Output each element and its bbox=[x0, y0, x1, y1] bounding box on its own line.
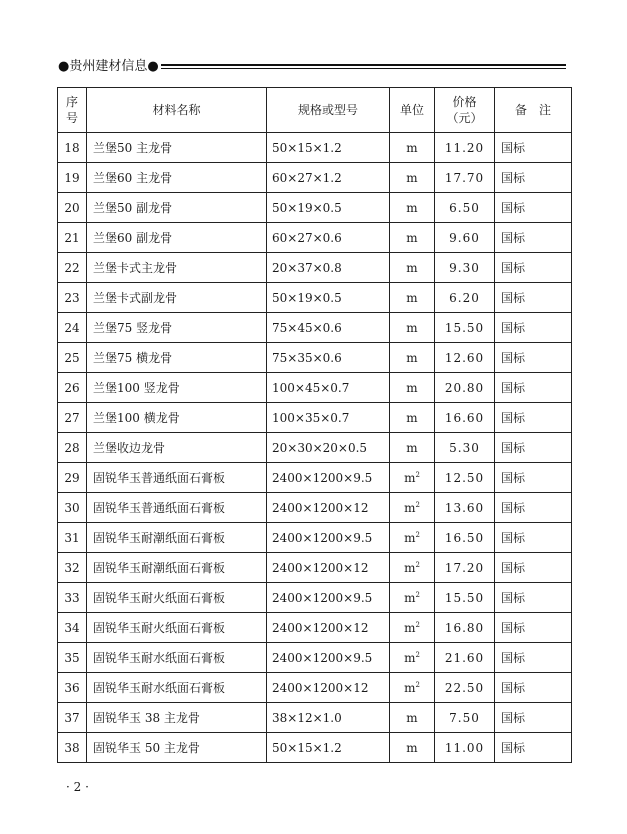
material-name: 固锐华玉耐火纸面石膏板 bbox=[87, 613, 267, 643]
row-number: 27 bbox=[58, 403, 87, 433]
price-table bbox=[57, 87, 572, 763]
row-number: 25 bbox=[58, 343, 87, 373]
header-no-line2: 号 bbox=[65, 111, 78, 125]
row-number: 35 bbox=[58, 643, 87, 673]
note: 国标 bbox=[495, 373, 572, 403]
note: 国标 bbox=[495, 733, 572, 763]
unit bbox=[390, 553, 435, 583]
material-name: 兰堡50 副龙骨 bbox=[87, 193, 267, 223]
note: 国标 bbox=[495, 343, 572, 373]
specification: 2400×1200×9.5 bbox=[267, 523, 390, 553]
note: 国标 bbox=[495, 613, 572, 643]
row-number: 29 bbox=[58, 463, 87, 493]
publication-title: ●贵州建材信息● bbox=[58, 59, 159, 74]
unit-exponent: 2 bbox=[415, 470, 420, 479]
unit-base: m bbox=[406, 440, 418, 455]
table-row bbox=[58, 553, 572, 583]
unit-exponent: 2 bbox=[415, 680, 420, 689]
table-row bbox=[58, 643, 572, 673]
unit bbox=[390, 133, 435, 163]
material-name: 固锐华玉耐水纸面石膏板 bbox=[87, 643, 267, 673]
note: 国标 bbox=[495, 463, 572, 493]
row-number: 38 bbox=[58, 733, 87, 763]
table-row bbox=[58, 253, 572, 283]
unit-base: m bbox=[404, 470, 416, 485]
material-name: 兰堡100 横龙骨 bbox=[87, 403, 267, 433]
unit bbox=[390, 253, 435, 283]
header-spec: 规格或型号 bbox=[267, 88, 390, 133]
page-header bbox=[58, 58, 566, 76]
row-number: 34 bbox=[58, 613, 87, 643]
material-name: 兰堡75 竖龙骨 bbox=[87, 313, 267, 343]
specification: 2400×1200×9.5 bbox=[267, 583, 390, 613]
material-name: 兰堡60 副龙骨 bbox=[87, 223, 267, 253]
note: 国标 bbox=[495, 523, 572, 553]
note: 国标 bbox=[495, 553, 572, 583]
unit bbox=[390, 673, 435, 703]
specification: 60×27×1.2 bbox=[267, 163, 390, 193]
unit bbox=[390, 493, 435, 523]
unit-base: m bbox=[406, 380, 418, 395]
price: 12.50 bbox=[435, 463, 495, 493]
row-number: 31 bbox=[58, 523, 87, 553]
unit bbox=[390, 643, 435, 673]
unit-exponent: 2 bbox=[415, 560, 420, 569]
row-number: 24 bbox=[58, 313, 87, 343]
unit-base: m bbox=[406, 350, 418, 365]
table-row bbox=[58, 193, 572, 223]
header-price bbox=[435, 88, 495, 133]
table-row bbox=[58, 673, 572, 703]
header-name: 材料名称 bbox=[87, 88, 267, 133]
price: 16.80 bbox=[435, 613, 495, 643]
note: 国标 bbox=[495, 133, 572, 163]
table-row bbox=[58, 403, 572, 433]
unit bbox=[390, 193, 435, 223]
price: 9.60 bbox=[435, 223, 495, 253]
table-row bbox=[58, 493, 572, 523]
material-name: 固锐华玉耐火纸面石膏板 bbox=[87, 583, 267, 613]
price: 13.60 bbox=[435, 493, 495, 523]
table-row bbox=[58, 313, 572, 343]
note: 国标 bbox=[495, 403, 572, 433]
material-name: 固锐华玉普通纸面石膏板 bbox=[87, 493, 267, 523]
price: 6.20 bbox=[435, 283, 495, 313]
note: 国标 bbox=[495, 163, 572, 193]
price: 9.30 bbox=[435, 253, 495, 283]
material-name: 固锐华玉耐潮纸面石膏板 bbox=[87, 553, 267, 583]
unit-base: m bbox=[406, 290, 418, 305]
material-name: 兰堡100 竖龙骨 bbox=[87, 373, 267, 403]
price: 11.20 bbox=[435, 133, 495, 163]
specification: 50×15×1.2 bbox=[267, 133, 390, 163]
header-rule-thin bbox=[161, 68, 566, 69]
note: 国标 bbox=[495, 433, 572, 463]
row-number: 23 bbox=[58, 283, 87, 313]
note: 国标 bbox=[495, 673, 572, 703]
unit bbox=[390, 463, 435, 493]
material-name: 兰堡60 主龙骨 bbox=[87, 163, 267, 193]
note: 国标 bbox=[495, 703, 572, 733]
table-row bbox=[58, 733, 572, 763]
specification: 20×37×0.8 bbox=[267, 253, 390, 283]
unit bbox=[390, 733, 435, 763]
material-name: 固锐华玉耐潮纸面石膏板 bbox=[87, 523, 267, 553]
material-name: 固锐华玉普通纸面石膏板 bbox=[87, 463, 267, 493]
row-number: 20 bbox=[58, 193, 87, 223]
row-number: 36 bbox=[58, 673, 87, 703]
table-row bbox=[58, 283, 572, 313]
price: 15.50 bbox=[435, 313, 495, 343]
unit-base: m bbox=[406, 230, 418, 245]
price: 17.20 bbox=[435, 553, 495, 583]
unit-base: m bbox=[406, 710, 418, 725]
specification: 2400×1200×12 bbox=[267, 673, 390, 703]
row-number: 18 bbox=[58, 133, 87, 163]
specification: 60×27×0.6 bbox=[267, 223, 390, 253]
price: 7.50 bbox=[435, 703, 495, 733]
price: 15.50 bbox=[435, 583, 495, 613]
table-row bbox=[58, 223, 572, 253]
specification: 2400×1200×12 bbox=[267, 493, 390, 523]
table-row bbox=[58, 583, 572, 613]
table-header-row bbox=[58, 88, 572, 133]
table-row bbox=[58, 163, 572, 193]
unit bbox=[390, 613, 435, 643]
material-name: 兰堡卡式副龙骨 bbox=[87, 283, 267, 313]
unit bbox=[390, 433, 435, 463]
material-name: 固锐华玉 38 主龙骨 bbox=[87, 703, 267, 733]
price: 17.70 bbox=[435, 163, 495, 193]
unit bbox=[390, 403, 435, 433]
price: 12.60 bbox=[435, 343, 495, 373]
row-number: 19 bbox=[58, 163, 87, 193]
unit-base: m bbox=[404, 500, 416, 515]
row-number: 26 bbox=[58, 373, 87, 403]
header-price-line2: （元） bbox=[446, 111, 483, 125]
unit-exponent: 2 bbox=[415, 530, 420, 539]
row-number: 30 bbox=[58, 493, 87, 523]
note: 国标 bbox=[495, 223, 572, 253]
specification: 2400×1200×12 bbox=[267, 613, 390, 643]
table-row bbox=[58, 133, 572, 163]
table-row bbox=[58, 463, 572, 493]
specification: 100×35×0.7 bbox=[267, 403, 390, 433]
unit-base: m bbox=[404, 590, 416, 605]
material-name: 固锐华玉 50 主龙骨 bbox=[87, 733, 267, 763]
header-no-line1: 序 bbox=[65, 95, 78, 109]
note: 国标 bbox=[495, 313, 572, 343]
specification: 38×12×1.0 bbox=[267, 703, 390, 733]
material-name: 兰堡收边龙骨 bbox=[87, 433, 267, 463]
specification: 2400×1200×9.5 bbox=[267, 463, 390, 493]
note: 国标 bbox=[495, 493, 572, 523]
unit-base: m bbox=[406, 410, 418, 425]
unit-base: m bbox=[404, 620, 416, 635]
unit-base: m bbox=[404, 680, 416, 695]
unit bbox=[390, 223, 435, 253]
page-number: · 2 · bbox=[66, 780, 89, 794]
specification: 50×19×0.5 bbox=[267, 283, 390, 313]
specification: 100×45×0.7 bbox=[267, 373, 390, 403]
unit bbox=[390, 163, 435, 193]
material-name: 兰堡卡式主龙骨 bbox=[87, 253, 267, 283]
price: 22.50 bbox=[435, 673, 495, 703]
specification: 2400×1200×12 bbox=[267, 553, 390, 583]
unit bbox=[390, 373, 435, 403]
unit-base: m bbox=[406, 140, 418, 155]
table-row bbox=[58, 613, 572, 643]
note: 国标 bbox=[495, 583, 572, 613]
unit-base: m bbox=[406, 260, 418, 275]
note: 国标 bbox=[495, 193, 572, 223]
row-number: 22 bbox=[58, 253, 87, 283]
table-row bbox=[58, 343, 572, 373]
price: 21.60 bbox=[435, 643, 495, 673]
unit-base: m bbox=[404, 530, 416, 545]
material-name: 固锐华玉耐水纸面石膏板 bbox=[87, 673, 267, 703]
header-price-line1: 价格 bbox=[452, 95, 477, 109]
table-row bbox=[58, 703, 572, 733]
material-name: 兰堡75 横龙骨 bbox=[87, 343, 267, 373]
price: 11.00 bbox=[435, 733, 495, 763]
price: 5.30 bbox=[435, 433, 495, 463]
specification: 50×15×1.2 bbox=[267, 733, 390, 763]
price: 20.80 bbox=[435, 373, 495, 403]
specification: 20×30×20×0.5 bbox=[267, 433, 390, 463]
unit bbox=[390, 703, 435, 733]
row-number: 37 bbox=[58, 703, 87, 733]
unit-base: m bbox=[406, 320, 418, 335]
unit-base: m bbox=[406, 740, 418, 755]
unit-base: m bbox=[406, 200, 418, 215]
note: 国标 bbox=[495, 283, 572, 313]
price: 16.50 bbox=[435, 523, 495, 553]
specification: 75×45×0.6 bbox=[267, 313, 390, 343]
price: 16.60 bbox=[435, 403, 495, 433]
unit-exponent: 2 bbox=[415, 650, 420, 659]
table-row bbox=[58, 373, 572, 403]
unit bbox=[390, 283, 435, 313]
unit bbox=[390, 523, 435, 553]
row-number: 33 bbox=[58, 583, 87, 613]
unit bbox=[390, 583, 435, 613]
table-row bbox=[58, 433, 572, 463]
unit-exponent: 2 bbox=[415, 500, 420, 509]
row-number: 32 bbox=[58, 553, 87, 583]
specification: 2400×1200×9.5 bbox=[267, 643, 390, 673]
header-rule-thick bbox=[161, 64, 566, 66]
specification: 50×19×0.5 bbox=[267, 193, 390, 223]
header-unit: 单位 bbox=[390, 88, 435, 133]
price: 6.50 bbox=[435, 193, 495, 223]
table-body bbox=[58, 133, 572, 763]
unit bbox=[390, 343, 435, 373]
unit-base: m bbox=[406, 170, 418, 185]
unit-base: m bbox=[404, 650, 416, 665]
header-note: 备 注 bbox=[495, 88, 572, 133]
row-number: 21 bbox=[58, 223, 87, 253]
row-number: 28 bbox=[58, 433, 87, 463]
unit bbox=[390, 313, 435, 343]
unit-base: m bbox=[404, 560, 416, 575]
header-no bbox=[58, 88, 87, 133]
unit-exponent: 2 bbox=[415, 590, 420, 599]
unit-exponent: 2 bbox=[415, 620, 420, 629]
note: 国标 bbox=[495, 643, 572, 673]
specification: 75×35×0.6 bbox=[267, 343, 390, 373]
table-header bbox=[58, 88, 572, 133]
table-row bbox=[58, 523, 572, 553]
note: 国标 bbox=[495, 253, 572, 283]
material-name: 兰堡50 主龙骨 bbox=[87, 133, 267, 163]
